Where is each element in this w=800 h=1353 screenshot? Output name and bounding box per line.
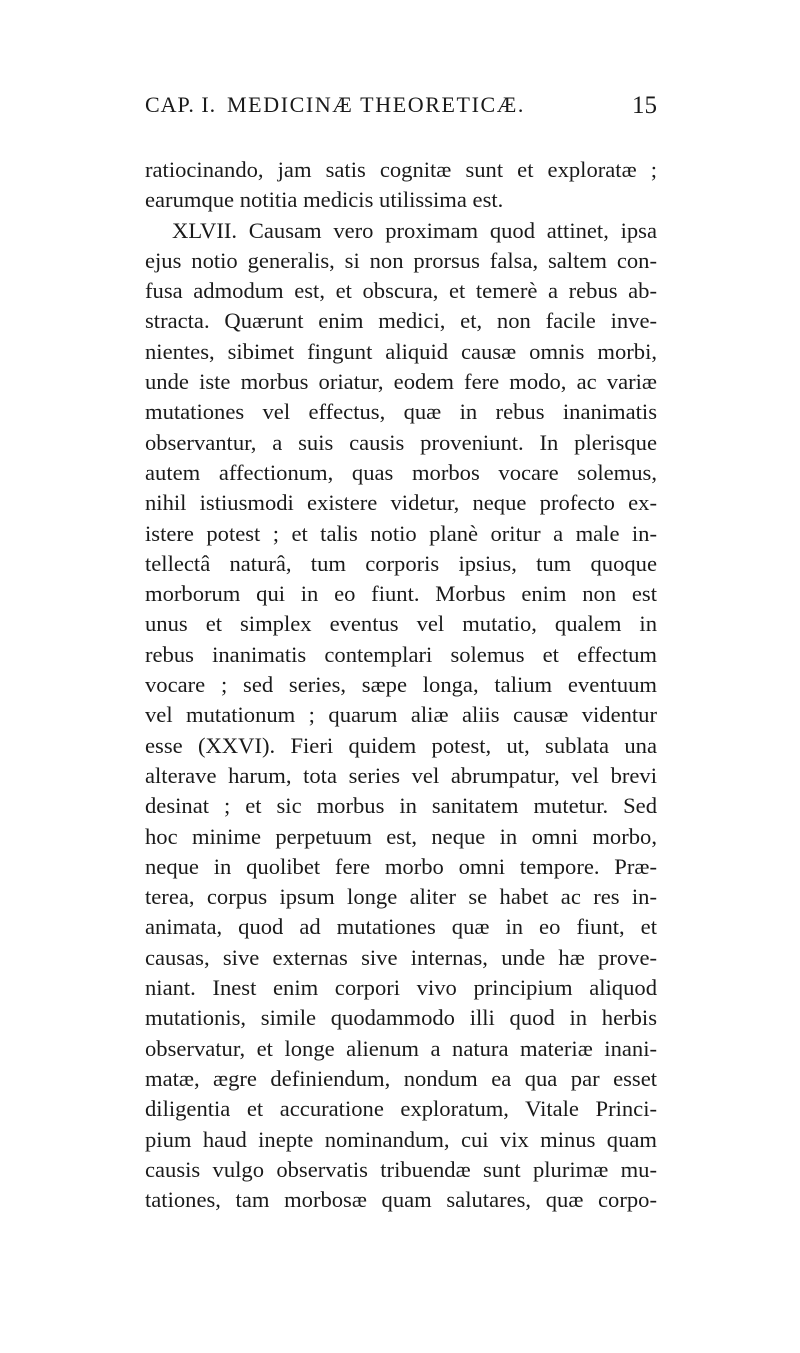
text-line: matæ, ægre definiendum, nondum ea qua par esset	[145, 1065, 657, 1091]
text-line: pium haud inepte nominandum, cui vix minus quam	[145, 1126, 657, 1152]
text-line: diligentia et accuratione exploratum, Vitale Princi-	[145, 1096, 657, 1122]
body-text	[145, 155, 657, 1215]
text-line: alterave harum, tota series vel abrumpatur, vel brevi	[145, 762, 657, 788]
text-line: tellectâ naturâ, tum corporis ipsius, tum quoque	[145, 550, 657, 576]
text-line: niant. Inest enim corpori vivo principium aliquod	[145, 975, 657, 1001]
text-line: desinat ; et sic morbus in sanitatem mutetur. Sed	[145, 793, 657, 819]
text-line: fusa admodum est, et obscura, et temerè a rebus ab-	[145, 278, 657, 304]
text-line: ejus notio generalis, si non prorsus falsa, saltem con-	[145, 247, 657, 273]
text-line: rebus inanimatis contemplari solemus et effectum	[145, 641, 657, 667]
text-line: neque in quolibet fere morbo omni tempore. Præ-	[145, 853, 657, 879]
text-line: stracta. Quærunt enim medici, et, non facile inve-	[145, 308, 657, 334]
text-line: vel mutationum ; quarum aliæ aliis causæ videntur	[145, 702, 657, 728]
text-line: tationes, tam morbosæ quam salutares, quæ corpo-	[145, 1187, 657, 1213]
text-line: observatur, et longe alienum a natura materiæ inani-	[145, 1035, 657, 1061]
text-line: causas, sive externas sive internas, unde hæ prove-	[145, 944, 657, 970]
text-line: animata, quod ad mutationes quæ in eo fiunt, et	[145, 914, 657, 940]
paragraph-start-line: XLVII. Causam vero proximam quod attinet, ipsa	[172, 217, 657, 243]
text-line: earumque notitia medicis utilissima est.	[145, 187, 504, 213]
text-line: mutationes vel effectus, quæ in rebus inanimatis	[145, 399, 657, 425]
page-number: 15	[632, 92, 657, 119]
running-head	[145, 92, 657, 128]
text-line: morborum qui in eo fiunt. Morbus enim non est	[145, 581, 657, 607]
text-line: observantur, a suis causis proveniunt. In plerisque	[145, 429, 657, 455]
chapter-label: CAP. I.	[145, 92, 217, 117]
text-line: ratiocinando, jam satis cognitæ sunt et exploratæ ;	[145, 157, 657, 182]
text-line: unus et simplex eventus vel mutatio, qualem in	[145, 611, 657, 637]
text-line: autem affectionum, quas morbos vocare solemus,	[145, 459, 657, 485]
text-line: hoc minime perpetuum est, neque in omni morbo,	[145, 823, 657, 849]
text-line: mutationis, simile quodammodo illi quod in herbis	[145, 1005, 657, 1031]
text-line: vocare ; sed series, sæpe longa, talium eventuum	[145, 672, 657, 698]
text-line: causis vulgo observatis tribuendæ sunt plurimæ mu-	[145, 1156, 657, 1182]
text-line: nihil istiusmodi existere videtur, neque profecto ex-	[145, 490, 657, 516]
running-title: MEDICINÆ THEORETICÆ.	[227, 92, 526, 117]
text-line: terea, corpus ipsum longe aliter se habet ac res in-	[145, 884, 657, 910]
text-line: unde iste morbus oriatur, eodem fere modo, ac variæ	[145, 369, 657, 395]
text-line: istere potest ; et talis notio planè oritur a male in-	[145, 520, 657, 546]
text-line: nientes, sibimet fingunt aliquid causæ omnis morbi,	[145, 338, 657, 364]
text-line: esse (XXVI). Fieri quidem potest, ut, sublata una	[145, 732, 657, 758]
